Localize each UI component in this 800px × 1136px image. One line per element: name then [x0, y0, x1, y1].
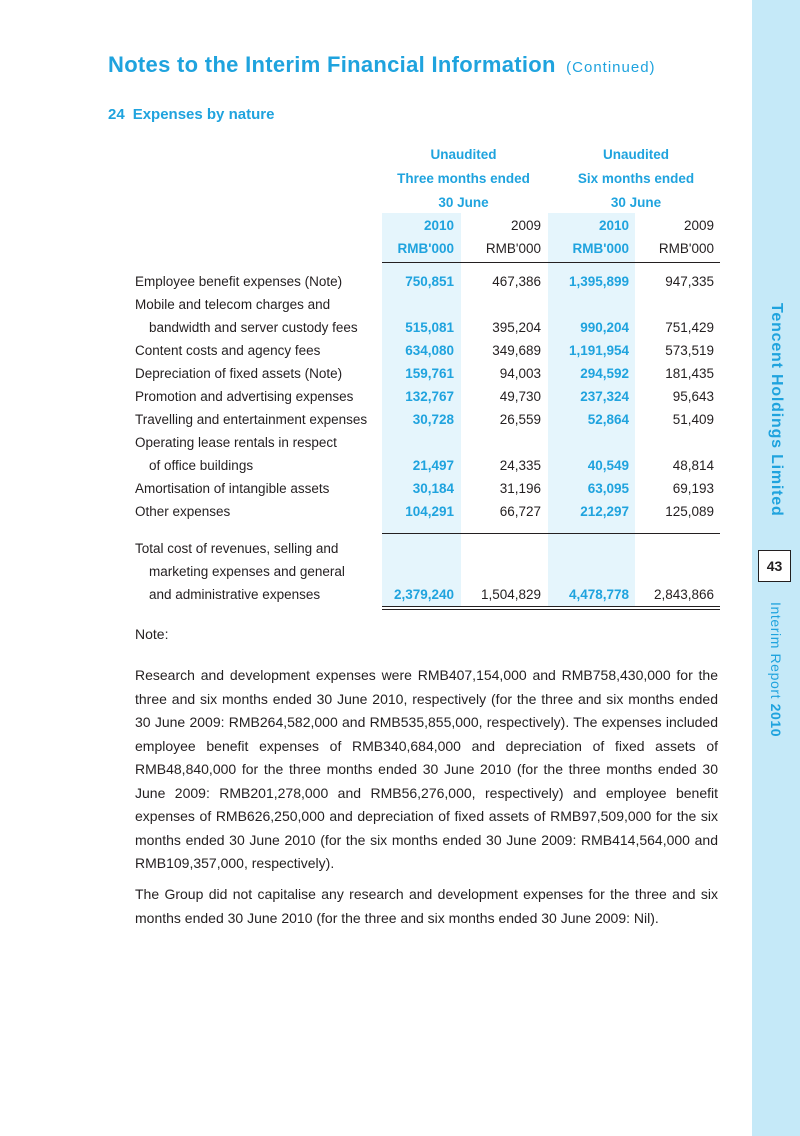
- page-title-text: Notes to the Interim Financial Information: [108, 52, 556, 77]
- col-unit-1: RMB'000: [485, 241, 541, 256]
- report-label: [768, 602, 784, 737]
- total-rule-2: [382, 609, 720, 610]
- report-label-text: Interim Report: [768, 602, 784, 700]
- report-year: 2010: [768, 703, 784, 738]
- row-0-value-2: 1,395,899: [568, 274, 629, 289]
- row-3-value-2: 294,592: [580, 366, 629, 381]
- row-2-label-0: Content costs and agency fees: [135, 343, 321, 358]
- total-value-1: 1,504,829: [480, 587, 541, 602]
- row-0-label-0: Employee benefit expenses (Note): [135, 274, 343, 289]
- group-header-1-line2: Six months ended: [577, 171, 695, 186]
- row-3-value-0: 159,761: [405, 366, 454, 381]
- row-5-value-0: 30,728: [412, 412, 454, 427]
- group-header-0-line2: Three months ended: [397, 171, 530, 186]
- row-1-value-1: 395,204: [492, 320, 541, 335]
- row-6-label-0: Operating lease rentals in respect: [135, 435, 337, 450]
- row-6-value-3: 48,814: [672, 458, 714, 473]
- page-number: 43: [758, 550, 791, 582]
- total-value-2: 4,478,778: [568, 587, 629, 602]
- row-8-value-1: 66,727: [499, 504, 541, 519]
- continued-label: (Continued): [566, 59, 656, 76]
- total-value-0: 2,379,240: [393, 587, 454, 602]
- col-year-1: 2009: [510, 218, 541, 233]
- row-8-value-2: 212,297: [580, 504, 629, 519]
- row-4-value-3: 95,643: [672, 389, 714, 404]
- note-paragraph-2: The Group did not capitalise any research and development expenses for the three and six months ended 30 June 2010 (for the three and six months ended 30 June 2009: Nil).: [135, 886, 718, 926]
- row-2-value-1: 349,689: [492, 343, 541, 358]
- row-1-value-2: 990,204: [580, 320, 629, 335]
- row-3-label-0: Depreciation of fixed assets (Note): [135, 366, 343, 381]
- row-1-value-3: 751,429: [665, 320, 714, 335]
- subtotal-rule: [382, 533, 720, 534]
- row-8-label-0: Other expenses: [135, 504, 231, 519]
- row-4-value-2: 237,324: [580, 389, 629, 404]
- total-label-2: and administrative expenses: [149, 587, 321, 602]
- page-title: [108, 52, 656, 78]
- col-year-0: 2010: [423, 218, 454, 233]
- row-5-label-0: Travelling and entertainment expenses: [135, 412, 368, 427]
- group-header-0-line3: 30 June: [438, 195, 489, 210]
- total-rule-1: [382, 606, 720, 607]
- row-1-value-0: 515,081: [405, 320, 454, 335]
- row-5-value-1: 26,559: [499, 412, 541, 427]
- section-number: 24: [108, 106, 125, 123]
- total-label-0: Total cost of revenues, selling and: [135, 541, 339, 556]
- row-5-value-3: 51,409: [672, 412, 714, 427]
- row-8-value-3: 125,089: [665, 504, 714, 519]
- row-7-value-3: 69,193: [672, 481, 714, 496]
- header-rule: [382, 262, 720, 263]
- row-4-label-0: Promotion and advertising expenses: [135, 389, 354, 404]
- company-name: Tencent Holdings Limited: [768, 303, 785, 517]
- section-title: Expenses by nature: [132, 106, 275, 123]
- section-heading: [108, 106, 274, 123]
- note-paragraph-1: Research and development expenses were RMB407,154,000 and RMB758,430,000 for the three and six months ended 30 June 2010, respectively (for the three and six months ended 30 June 2009: RMB264,582,000 and RMB535,855,000, respectively). The expenses included employee benefit expenses of RMB340,684,000 and depreciation of fixed assets of RMB48,840,000 for the three months ended 30 June 2010 (for the three months ended 30 June 2009: RMB201,278,000 and RMB56,276,000, respectively) and employee benefit expenses of RMB626,250,000 and depreciation of fixed assets of RMB97,509,000 for the six months ended 30 June 2010 (for the six months ended 30 June 2009: RMB414,564,000 and RMB109,357,000, respectively).: [135, 667, 718, 871]
- group-header-0-line1: Unaudited: [430, 147, 497, 162]
- col-year-3: 2009: [683, 218, 714, 233]
- row-2-value-0: 634,080: [405, 343, 454, 358]
- col-unit-3: RMB'000: [658, 241, 714, 256]
- row-0-value-3: 947,335: [665, 274, 714, 289]
- row-6-value-1: 24,335: [499, 458, 541, 473]
- col-year-2: 2010: [598, 218, 629, 233]
- row-6-value-0: 21,497: [412, 458, 454, 473]
- row-6-value-2: 40,549: [587, 458, 629, 473]
- row-0-value-0: 750,851: [405, 274, 454, 289]
- row-8-value-0: 104,291: [405, 504, 454, 519]
- total-label-1: marketing expenses and general: [149, 564, 345, 579]
- row-3-value-3: 181,435: [665, 366, 714, 381]
- row-2-value-3: 573,519: [665, 343, 714, 358]
- col-unit-0: RMB'000: [397, 241, 454, 256]
- group-header-1-line3: 30 June: [610, 195, 662, 210]
- row-4-value-1: 49,730: [499, 389, 541, 404]
- note-heading: Note:: [135, 626, 169, 642]
- total-value-3: 2,843,866: [653, 587, 714, 602]
- row-3-value-1: 94,003: [499, 366, 541, 381]
- group-header-1-line1: Unaudited: [603, 147, 669, 162]
- row-7-value-2: 63,095: [587, 481, 629, 496]
- row-7-label-0: Amortisation of intangible assets: [135, 481, 330, 496]
- row-1-label-0: Mobile and telecom charges and: [135, 297, 331, 312]
- row-7-value-0: 30,184: [412, 481, 454, 496]
- row-4-value-0: 132,767: [405, 389, 454, 404]
- row-2-value-2: 1,191,954: [568, 343, 629, 358]
- row-7-value-1: 31,196: [499, 481, 541, 496]
- row-0-value-1: 467,386: [492, 274, 541, 289]
- row-1-label-1: bandwidth and server custody fees: [149, 320, 358, 335]
- row-6-label-1: of office buildings: [149, 458, 254, 473]
- row-5-value-2: 52,864: [587, 412, 629, 427]
- col-unit-2: RMB'000: [572, 241, 629, 256]
